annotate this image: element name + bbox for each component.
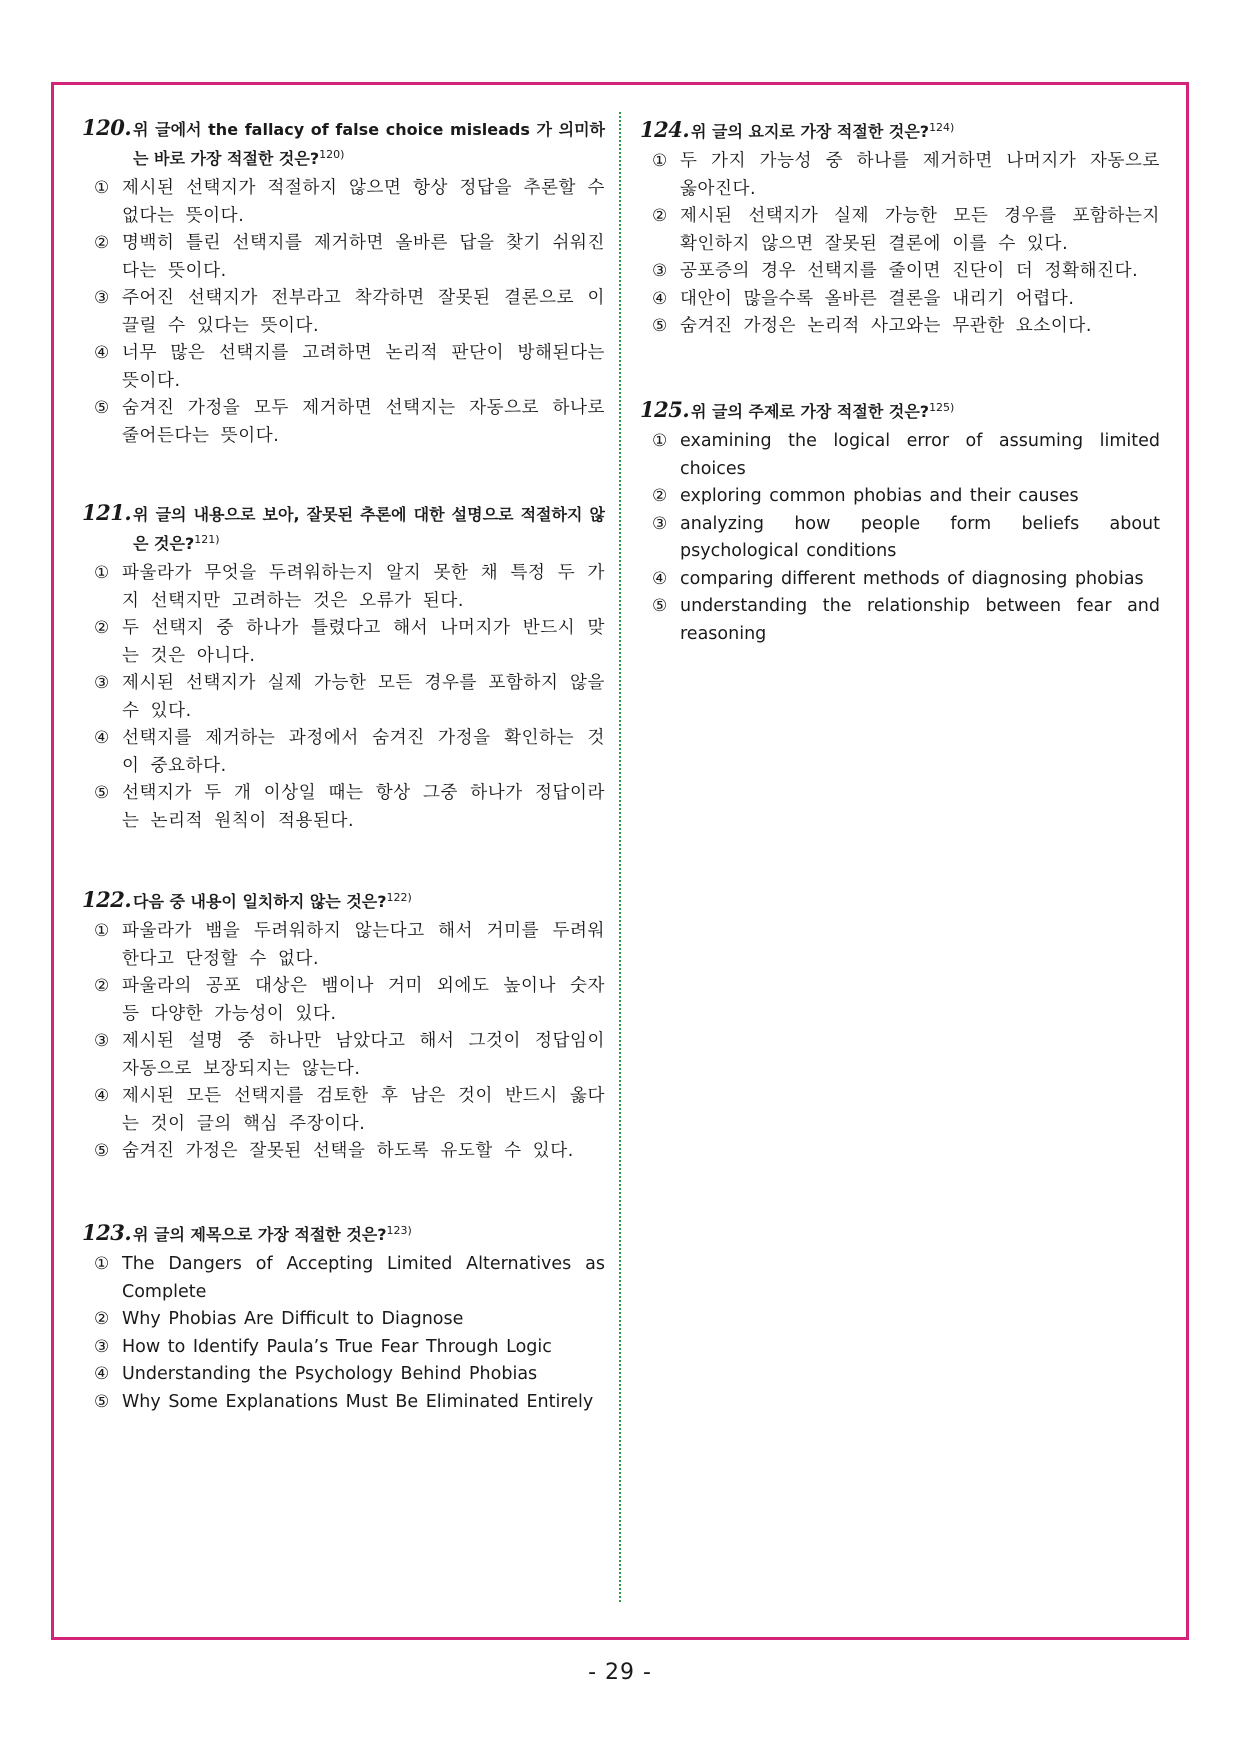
option-text: 제시된 선택지가 실제 가능한 모든 경우를 포함하는지 확인하지 않으면 잘못된 결론에 이를 수 있다. <box>680 206 1160 254</box>
option-marker: ④ <box>94 343 110 363</box>
question-stem <box>82 1218 605 1247</box>
option-marker: ② <box>94 618 110 638</box>
option-marker: ③ <box>652 513 668 534</box>
question-number: 124. <box>640 117 690 142</box>
option-marker: ④ <box>652 288 668 309</box>
option-4[interactable] <box>82 1083 605 1138</box>
option-marker: ① <box>94 1254 110 1274</box>
question-number: 125. <box>640 397 690 422</box>
option-marker: ① <box>652 151 668 171</box>
option-3[interactable] <box>82 285 605 340</box>
option-text: 숨겨진 가정은 잘못된 선택을 하도록 유도할 수 있다. <box>122 1141 574 1161</box>
option-4[interactable] <box>82 725 605 780</box>
option-text: 대안이 많을수록 올바른 결론을 내리기 어렵다. <box>680 288 1075 309</box>
option-text: 파울라가 무엇을 두려워하는지 알지 못한 채 특정 두 가지 선택지만 고려하는 것은 오류가 된다. <box>122 563 605 611</box>
option-5[interactable] <box>640 313 1160 341</box>
option-5[interactable] <box>82 1389 605 1417</box>
option-text: 주어진 선택지가 전부라고 착각하면 잘못된 결론으로 이끌릴 수 있다는 뜻이다. <box>122 288 605 336</box>
question-text: 위 글의 요지로 가장 적절한 것은? <box>691 122 930 141</box>
question-125 <box>640 395 1160 648</box>
option-text: 두 가지 가능성 중 하나를 제거하면 나머지가 자동으로 옳아진다. <box>680 151 1160 199</box>
question-stem <box>82 500 605 556</box>
option-text: 두 선택지 중 하나가 틀렸다고 해서 나머지가 반드시 맞는 것은 아니다. <box>122 618 605 666</box>
option-text: 선택지가 두 개 이상일 때는 항상 그중 하나가 정답이라는 논리적 원칙이 적용된다. <box>122 783 605 831</box>
option-3[interactable] <box>640 258 1160 286</box>
option-2[interactable] <box>82 973 605 1028</box>
footnote-ref: 124) <box>929 121 955 134</box>
option-1[interactable] <box>82 1251 605 1306</box>
option-text: analyzing how people form beliefs about psychological conditions <box>680 513 1160 561</box>
option-2[interactable] <box>82 1306 605 1334</box>
option-3[interactable] <box>640 511 1160 566</box>
option-text: Why Phobias Are Difficult to Diagnose <box>122 1309 464 1329</box>
option-1[interactable] <box>82 175 605 230</box>
option-text: 숨겨진 가정을 모두 제거하면 선택지는 자동으로 하나로 줄어든다는 뜻이다. <box>122 398 605 446</box>
option-text: 너무 많은 선택지를 고려하면 논리적 판단이 방해된다는 뜻이다. <box>122 343 605 391</box>
option-5[interactable] <box>640 593 1160 648</box>
question-number: 120. <box>82 115 132 140</box>
footnote-ref: 125) <box>929 401 955 414</box>
option-text: How to Identify Paula’s True Fear Through Logic <box>122 1336 552 1357</box>
question-text: 위 글의 제목으로 가장 적절한 것은? <box>133 1225 387 1244</box>
question-stem <box>82 885 605 914</box>
option-3[interactable] <box>82 1028 605 1083</box>
option-1[interactable] <box>640 428 1160 483</box>
option-marker: ⑤ <box>94 1391 110 1412</box>
question-stem <box>640 115 1160 144</box>
option-text: examining the logical error of assuming limited choices <box>680 431 1160 479</box>
option-2[interactable] <box>640 483 1160 511</box>
option-2[interactable] <box>82 230 605 285</box>
option-3[interactable] <box>82 1334 605 1362</box>
option-4[interactable] <box>82 1361 605 1389</box>
option-marker: ⑤ <box>94 1141 110 1161</box>
option-marker: ④ <box>94 728 110 748</box>
option-text: 숨겨진 가정은 논리적 사고와는 무관한 요소이다. <box>680 316 1093 336</box>
option-marker: ⑤ <box>652 596 668 616</box>
option-4[interactable] <box>640 566 1160 594</box>
option-list <box>82 918 605 1166</box>
option-marker: ④ <box>652 568 668 589</box>
option-1[interactable] <box>640 148 1160 203</box>
option-5[interactable] <box>82 1138 605 1166</box>
option-marker: ② <box>652 206 668 226</box>
option-marker: ⑤ <box>94 398 110 418</box>
question-121 <box>82 500 605 835</box>
question-number: 122. <box>82 887 132 912</box>
option-marker: ① <box>94 921 110 941</box>
option-1[interactable] <box>82 560 605 615</box>
option-3[interactable] <box>82 670 605 725</box>
option-1[interactable] <box>82 918 605 973</box>
option-marker: ② <box>94 1309 110 1329</box>
question-122 <box>82 885 605 1166</box>
question-number: 123. <box>82 1220 132 1245</box>
option-text: 명백히 틀린 선택지를 제거하면 올바른 답을 찾기 쉬워진다는 뜻이다. <box>122 233 605 281</box>
question-text: 위 글의 내용으로 보아, 잘못된 추론에 대한 설명으로 적절하지 않은 것은? <box>133 505 605 553</box>
option-5[interactable] <box>82 780 605 835</box>
option-marker: ③ <box>94 1031 110 1051</box>
option-marker: ① <box>94 178 110 198</box>
option-marker: ④ <box>94 1364 110 1384</box>
option-5[interactable] <box>82 395 605 450</box>
option-list <box>82 560 605 835</box>
option-4[interactable] <box>640 286 1160 314</box>
question-text: 위 글에서 the fallacy of false choice misleads 가 의미하는 바로 가장 적절한 것은? <box>133 120 605 168</box>
question-124 <box>640 115 1160 341</box>
option-text: Understanding the Psychology Behind Phobias <box>122 1364 538 1384</box>
option-marker: ① <box>94 563 110 583</box>
option-text: 공포증의 경우 선택지를 줄이면 진단이 더 정확해진다. <box>680 261 1139 281</box>
option-marker: ⑤ <box>94 783 110 803</box>
option-text: 선택지를 제거하는 과정에서 숨겨진 가정을 확인하는 것이 중요하다. <box>122 728 605 776</box>
question-number: 121. <box>82 500 132 525</box>
option-marker: ② <box>652 486 668 506</box>
option-2[interactable] <box>82 615 605 670</box>
option-text: 파울라의 공포 대상은 뱀이나 거미 외에도 높이나 숫자 등 다양한 가능성이 있다. <box>122 976 605 1024</box>
option-text: understanding the relationship between fear and reasoning <box>680 596 1160 644</box>
column-divider <box>619 112 621 1602</box>
option-list <box>82 175 605 450</box>
question-120 <box>82 115 605 450</box>
option-text: 파울라가 뱀을 두려워하지 않는다고 해서 거미를 두려워한다고 단정할 수 없다. <box>122 921 605 969</box>
option-text: The Dangers of Accepting Limited Alternatives as Complete <box>122 1254 605 1302</box>
option-text: Why Some Explanations Must Be Eliminated Entirely <box>122 1391 594 1412</box>
option-marker: ② <box>94 233 110 253</box>
option-text: comparing different methods of diagnosing phobias <box>680 568 1144 589</box>
option-marker: ① <box>652 431 668 451</box>
option-2[interactable] <box>640 203 1160 258</box>
option-list <box>82 1251 605 1416</box>
question-text: 다음 중 내용이 일치하지 않는 것은? <box>133 892 387 911</box>
option-marker: ② <box>94 976 110 996</box>
option-text: 제시된 선택지가 적절하지 않으면 항상 정답을 추론할 수 없다는 뜻이다. <box>122 178 605 226</box>
question-123 <box>82 1218 605 1416</box>
option-text: 제시된 모든 선택지를 검토한 후 남은 것이 반드시 옳다는 것이 글의 핵심 주장이다. <box>122 1086 605 1134</box>
question-stem <box>640 395 1160 424</box>
footnote-ref: 122) <box>386 891 412 904</box>
option-marker: ⑤ <box>652 316 668 336</box>
question-text: 위 글의 주제로 가장 적절한 것은? <box>691 402 930 421</box>
option-list <box>640 148 1160 341</box>
option-marker: ③ <box>94 288 110 308</box>
footnote-ref: 120) <box>319 148 345 161</box>
option-text: exploring common phobias and their causes <box>680 486 1079 506</box>
option-text: 제시된 설명 중 하나만 남았다고 해서 그것이 정답임이 자동으로 보장되지는 않는다. <box>122 1031 605 1079</box>
option-marker: ③ <box>94 673 110 693</box>
option-4[interactable] <box>82 340 605 395</box>
option-text: 제시된 선택지가 실제 가능한 모든 경우를 포함하지 않을 수 있다. <box>122 673 605 721</box>
option-marker: ④ <box>94 1086 110 1106</box>
page-number: - 29 - <box>588 1660 652 1685</box>
footnote-ref: 121) <box>194 533 220 546</box>
footnote-ref: 123) <box>386 1224 412 1237</box>
option-marker: ③ <box>94 1336 110 1357</box>
option-list <box>640 428 1160 648</box>
option-marker: ③ <box>652 261 668 281</box>
question-stem <box>82 115 605 171</box>
